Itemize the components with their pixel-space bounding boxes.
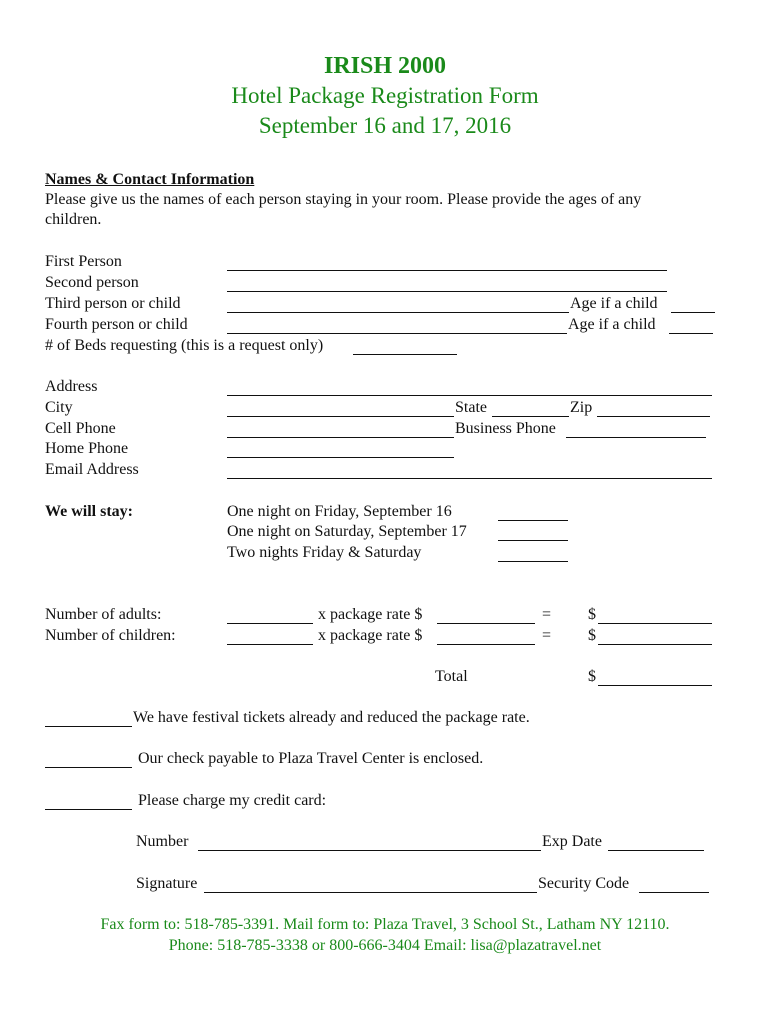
card-number-field[interactable]	[198, 850, 541, 851]
intro-text-cont: children.	[45, 211, 102, 228]
state-label: State	[455, 399, 487, 416]
children-equals: =	[542, 627, 552, 644]
cell-phone-field[interactable]	[227, 437, 454, 438]
adults-dollar: $	[588, 606, 596, 623]
stay-saturday-field[interactable]	[498, 540, 568, 541]
second-person-label: Second person	[45, 274, 139, 291]
stay-friday-field[interactable]	[498, 520, 568, 521]
children-count-field[interactable]	[227, 644, 313, 645]
total-dollar: $	[588, 668, 596, 685]
adults-label: Number of adults:	[45, 606, 162, 623]
children-label: Number of children:	[45, 627, 176, 644]
form-title: IRISH 2000	[323, 53, 447, 79]
adults-count-field[interactable]	[227, 623, 313, 624]
stay-both-field[interactable]	[498, 561, 568, 562]
first-person-label: First Person	[45, 253, 122, 270]
stay-label: We will stay:	[45, 503, 133, 520]
adults-rate-field[interactable]	[437, 623, 535, 624]
form-subtitle: Hotel Package Registration Form	[231, 83, 539, 108]
stay-option-saturday: One night on Saturday, September 17	[227, 523, 467, 540]
address-field[interactable]	[227, 395, 712, 396]
zip-field[interactable]	[597, 416, 710, 417]
festival-tickets-text: We have festival tickets already and reduced the package rate.	[133, 709, 530, 726]
business-phone-label: Business Phone	[455, 420, 556, 437]
total-field[interactable]	[598, 685, 712, 686]
adults-equals: =	[542, 606, 552, 623]
third-person-field[interactable]	[227, 312, 569, 313]
beds-label: # of Beds requesting (this is a request only)	[45, 337, 324, 354]
email-label: Email Address	[45, 461, 139, 478]
fourth-person-age-field[interactable]	[669, 333, 713, 334]
signature-field[interactable]	[204, 892, 537, 893]
beds-field[interactable]	[353, 354, 457, 355]
home-phone-field[interactable]	[227, 457, 454, 458]
stay-option-both: Two nights Friday & Saturday	[227, 544, 422, 561]
zip-label: Zip	[570, 399, 593, 416]
intro-text: Please give us the names of each person staying in your room. Please provide the ages of any	[45, 191, 642, 208]
adults-subtotal-field[interactable]	[598, 623, 712, 624]
footer-phone-email: Phone: 518-785-3338 or 800-666-3404 Email: lisa@plazatravel.net	[168, 937, 602, 954]
card-number-label: Number	[136, 833, 189, 850]
city-field[interactable]	[227, 416, 454, 417]
footer-fax-mail: Fax form to: 518-785-3391. Mail form to: Plaza Travel, 3 School St., Latham NY 12110.	[100, 916, 670, 933]
third-person-label: Third person or child	[45, 295, 181, 312]
address-label: Address	[45, 378, 98, 395]
cell-phone-label: Cell Phone	[45, 420, 116, 437]
second-person-field[interactable]	[227, 291, 667, 292]
business-phone-field[interactable]	[566, 437, 706, 438]
security-code-label: Security Code	[538, 875, 630, 892]
credit-card-field[interactable]	[45, 809, 132, 810]
third-person-age-field[interactable]	[671, 312, 715, 313]
fourth-person-field[interactable]	[227, 333, 567, 334]
exp-date-label: Exp Date	[542, 833, 602, 850]
exp-date-field[interactable]	[608, 850, 704, 851]
children-rate-field[interactable]	[437, 644, 535, 645]
fourth-person-age-label: Age if a child	[568, 316, 656, 333]
children-rate-label: x package rate $	[318, 627, 423, 644]
children-dollar: $	[588, 627, 596, 644]
signature-label: Signature	[136, 875, 198, 892]
stay-option-friday: One night on Friday, September 16	[227, 503, 452, 520]
fourth-person-label: Fourth person or child	[45, 316, 188, 333]
third-person-age-label: Age if a child	[570, 295, 658, 312]
event-dates: September 16 and 17, 2016	[258, 113, 512, 138]
section-heading-names: Names & Contact Information	[45, 171, 255, 188]
home-phone-label: Home Phone	[45, 440, 129, 457]
check-field[interactable]	[45, 767, 132, 768]
total-label: Total	[435, 668, 468, 685]
adults-rate-label: x package rate $	[318, 606, 423, 623]
city-label: City	[45, 399, 73, 416]
children-subtotal-field[interactable]	[598, 644, 712, 645]
credit-card-text: Please charge my credit card:	[138, 792, 327, 809]
first-person-field[interactable]	[227, 270, 667, 271]
security-code-field[interactable]	[639, 892, 709, 893]
festival-tickets-field[interactable]	[45, 726, 132, 727]
check-text: Our check payable to Plaza Travel Center is enclosed.	[138, 750, 484, 767]
state-field[interactable]	[492, 416, 569, 417]
email-field[interactable]	[227, 478, 712, 479]
